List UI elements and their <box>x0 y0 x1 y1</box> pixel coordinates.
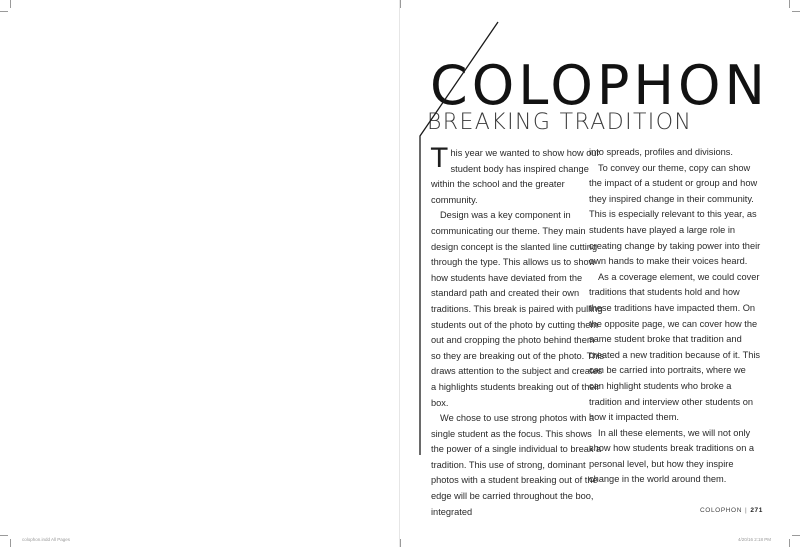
folio-separator: | <box>745 507 748 514</box>
page-title: COLOPHON <box>430 54 769 117</box>
slug-date: 4/20/16 2:18 PM <box>738 537 772 542</box>
body-paragraph: This year we wanted to show how our student body has inspired change within the school and the greater community. <box>431 143 600 205</box>
body-paragraph: into spreads, profiles and divisions. <box>589 147 733 157</box>
body-paragraph: To convey our theme, copy can show the impact of a student or group and how they inspired change in their community. This is especially relevant to this year, as students have played a large role in creating change by taking power into their own hands to make their voices heard. <box>589 162 761 267</box>
drop-cap: T <box>431 143 448 174</box>
folio-section: COLOPHON <box>700 507 743 514</box>
body-paragraph: We chose to use strong photos with a single student as the focus. This shows the power of a single individual to break a tradition. This use of strong, dominant photos with a student breaking out of the edge will be carried throughout the boo, integrated <box>431 413 602 517</box>
body-paragraph: In all these elements, we will not only show how students break traditions on a personal level, but how they inspire change in the world around them. <box>589 427 755 485</box>
body-column-right <box>589 145 763 488</box>
body-paragraph: Design was a key component in communicating our theme. They main design concept is the slanted line cutting through the type. This allows us to show how students have deviated from the standard path and created their own traditions. This break is paired with pulling students out of the photo by cutting them out and cropping the photo behind them so they are breaking out of the photo. This draws attention to the subject and creates a highlights students breaking out of their box. <box>431 210 605 408</box>
body-paragraph: As a coverage element, we could cover traditions that students hold and how these traditions have impacted them. On the opposite page, we can cover how the same student broke that tradition and created a new tradition because of it. This can be carried into portraits, where we can highlight students who broke a tradition and interview other students on how it impacted them. <box>589 271 761 423</box>
page-folio <box>700 507 766 514</box>
slug-file-info: colophon.indd All Pages <box>22 537 71 542</box>
page-number: 271 <box>750 507 763 514</box>
body-column-left <box>431 143 605 520</box>
page-subtitle: BREAKING TRADITION <box>427 110 693 135</box>
